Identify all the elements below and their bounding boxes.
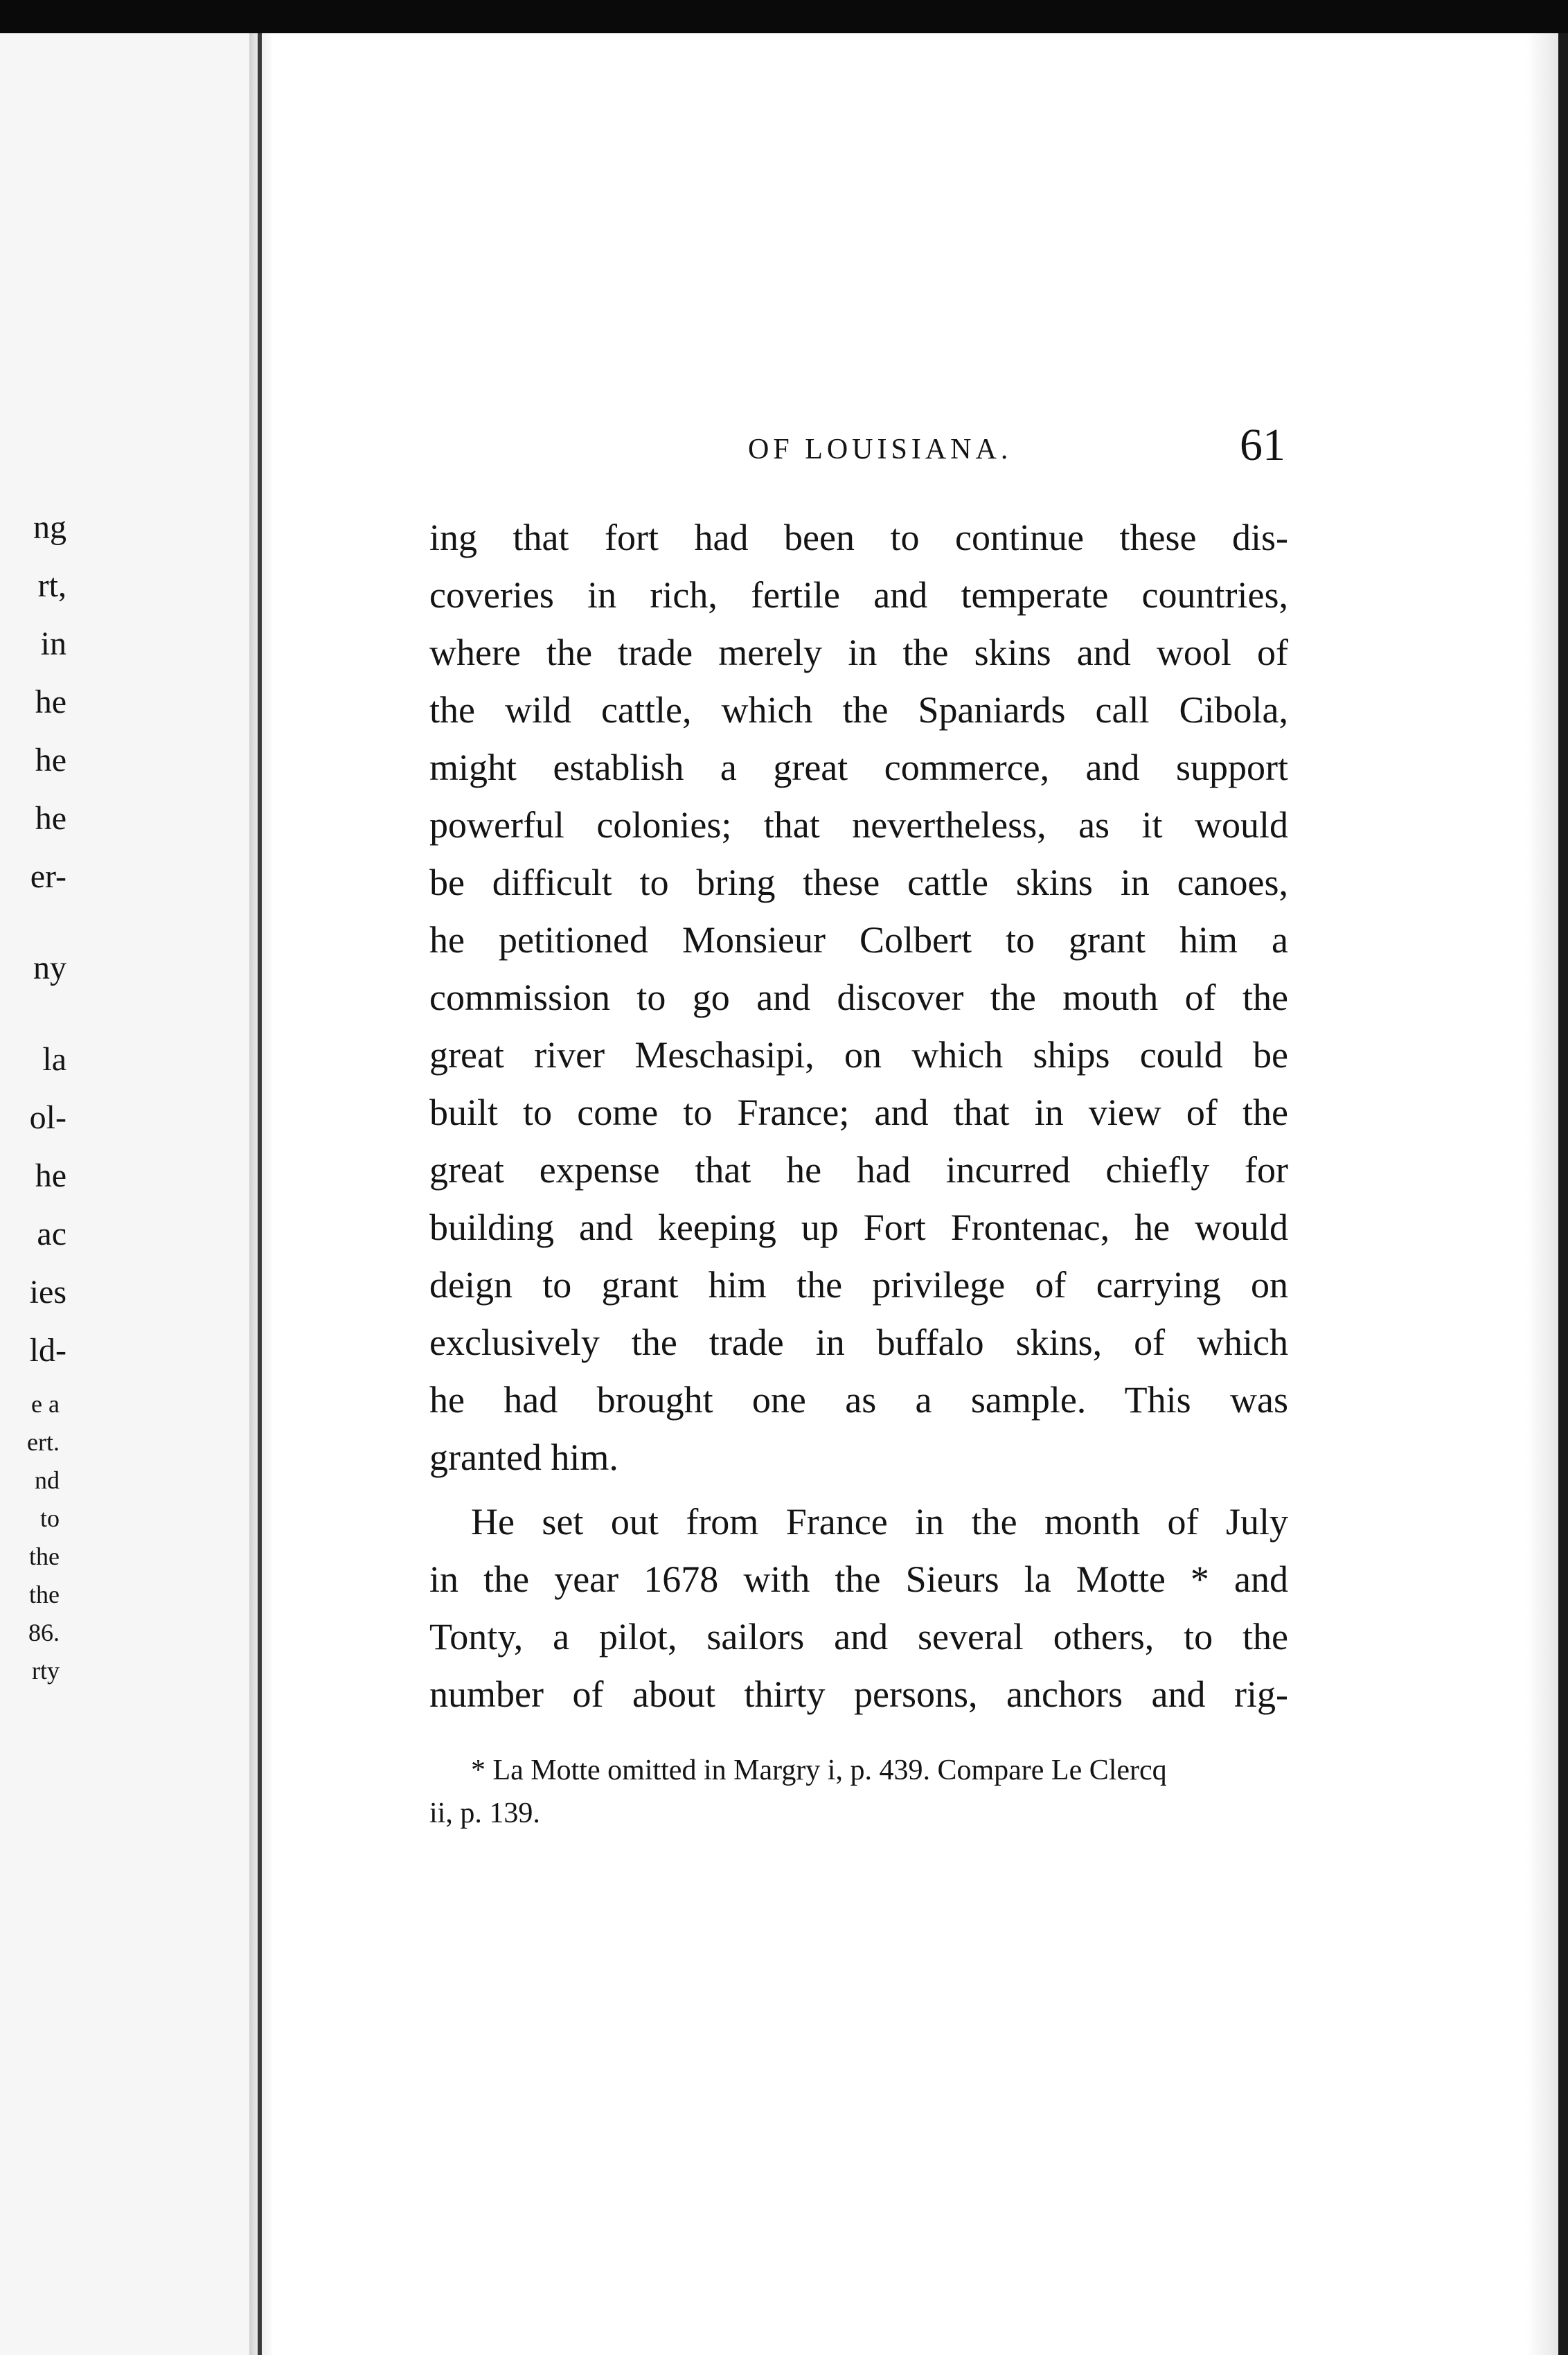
footnote-line: ii, p. 139. [429,1797,540,1829]
fragment-line: in [40,625,66,662]
body-text [429,509,1288,1723]
scan-right-border [1558,33,1568,2355]
text-line: deign to grant him the privilege of carrying on [429,1264,1288,1306]
facing-page-text-fragments [0,499,66,1380]
text-line: might establish a great commerce, and support [429,747,1288,788]
fragment-line: rt, [37,567,66,604]
scan-top-border [0,0,1568,33]
text-line: ing that fort had been to continue these dis- [429,517,1288,558]
fragment-line: he [35,684,66,720]
fragment-line: ies [29,1274,66,1310]
fragment-line: ld- [29,1332,66,1369]
fragment-line: he [35,800,66,837]
fragment-line: ac [37,1216,66,1252]
text-line: in the year 1678 with the Sieurs la Motte * and [429,1558,1288,1600]
text-line: built to come to France; and that in view of the [429,1092,1288,1133]
text-line: he had brought one as a sample. This was [429,1379,1288,1421]
text-line: where the trade merely in the skins and wool of [429,632,1288,673]
fragment-line: ng [33,509,66,546]
text-line: coveries in rich, fertile and temperate countries, [429,574,1288,616]
fragment-line: ol- [29,1099,66,1136]
running-head: OF LOUISIANA. [748,434,1013,465]
facing-page-note-fragments [0,1385,60,1690]
fragment-line: er- [30,858,66,895]
footnote-line: * La Motte omitted in Margry i, p. 439. Compare Le Clercq [471,1754,1167,1786]
text-line: exclusively the trade in buffalo skins, of which [429,1322,1288,1363]
text-line: granted him. [429,1437,618,1478]
note-fragment-line: 86. [28,1619,60,1646]
page-fold-line [258,33,262,2355]
text-line: Tonty, a pilot, sailors and several others, to the [429,1616,1288,1658]
text-line: He set out from France in the month of July [471,1501,1288,1543]
text-line: building and keeping up Fort Frontenac, he would [429,1207,1288,1248]
text-line: he petitioned Monsieur Colbert to grant him a [429,919,1288,961]
fragment-line: ny [33,950,66,986]
note-fragment-line: ert. [27,1428,60,1456]
note-fragment-line: e a [31,1390,60,1418]
note-fragment-line: the [29,1581,60,1608]
text-line: the wild cattle, which the Spaniards call Cibola, [429,689,1288,731]
text-line: great expense that he had incurred chiefly for [429,1149,1288,1191]
text-line: powerful colonies; that nevertheless, as it would [429,804,1288,846]
paragraph-gap [429,1486,1288,1493]
text-line: commission to go and discover the mouth of the [429,977,1288,1018]
text-line: be difficult to bring these cattle skins in canoes, [429,862,1288,903]
footnote [429,1749,1260,1835]
page-edge-shade [1526,33,1558,2355]
note-fragment-line: to [39,1504,60,1532]
fragment-line: he [35,1157,66,1194]
page-number: 61 [1240,420,1285,470]
note-fragment-line: nd [35,1466,60,1494]
fragment-line: la [42,1041,66,1078]
text-line: great river Meschasipi, on which ships could be [429,1034,1288,1076]
note-fragment-line: the [29,1543,60,1570]
fragment-line: he [35,742,66,779]
note-fragment-line: rty [32,1657,60,1685]
text-line: number of about thirty persons, anchors and rig- [429,1673,1288,1715]
